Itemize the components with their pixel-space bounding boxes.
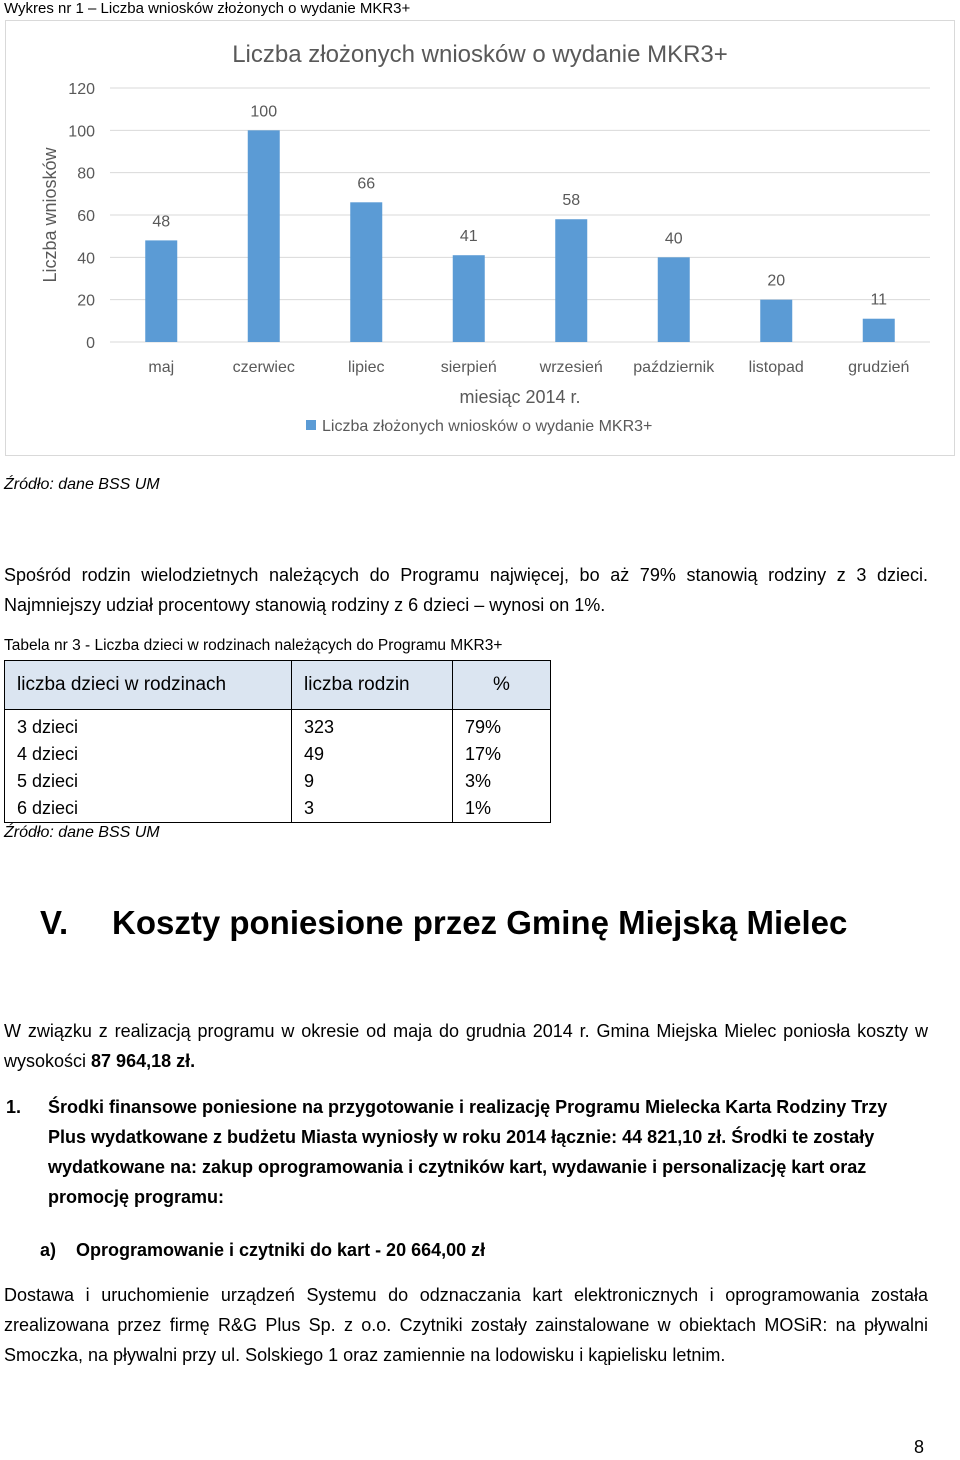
table-source-note: Źródło: dane BSS UM — [4, 824, 160, 841]
cell-families: 9 — [292, 768, 453, 795]
legend-swatch — [306, 420, 316, 430]
bar — [760, 300, 792, 342]
x-tick-label: maj — [148, 359, 175, 376]
costs-amount: 87 964,18 zł. — [91, 1051, 196, 1071]
header-percent: % — [453, 661, 551, 710]
x-tick-label: grudzień — [848, 359, 910, 376]
section-title: Koszty poniesione przez Gminę Miejską Mielec — [112, 904, 848, 941]
table-caption: Tabela nr 3 - Liczba dzieci w rodzinach należących do Programu MKR3+ — [4, 637, 503, 654]
bar — [555, 219, 587, 342]
data-label: 100 — [250, 103, 278, 121]
page-number: 8 — [913, 1437, 924, 1457]
figure-caption: Wykres nr 1 – Liczba wniosków złożonych o wydanie MKR3+ — [4, 0, 411, 17]
data-label: 20 — [767, 272, 786, 290]
chart-source-note: Źródło: dane BSS UM — [4, 476, 160, 493]
children-table — [4, 660, 551, 823]
cell-families: 3 — [292, 795, 453, 823]
x-tick-label: sierpień — [440, 359, 497, 376]
bar-chart — [0, 20, 960, 460]
table-row — [5, 710, 551, 742]
table-header-row — [5, 661, 551, 710]
x-tick-label: czerwiec — [232, 359, 295, 376]
y-tick-label: 20 — [77, 292, 95, 310]
header-children: liczba dzieci w rodzinach — [5, 661, 292, 710]
x-tick-label: wrzesień — [539, 359, 603, 376]
bar — [453, 255, 485, 342]
data-label: 66 — [357, 175, 376, 193]
legend-label: Liczba złożonych wniosków o wydanie MKR3+ — [322, 418, 653, 435]
cell-children: 4 dzieci — [5, 741, 292, 768]
x-tick-label: lipiec — [348, 359, 385, 376]
y-tick-label: 0 — [86, 335, 95, 352]
header-families: liczba rodzin — [292, 661, 453, 710]
y-tick-label: 40 — [77, 250, 95, 268]
paragraph-family-share: Spośród rodzin wielodzietnych należących do Programu najwięcej, bo aż 79% stanowią rodziny z 3 dzieci. Najmniejszy udział procentowy stanowią rodziny z 6 dzieci – wynosi on 1%. — [4, 565, 928, 615]
sub-item-a — [40, 1240, 485, 1261]
cell-percent: 79% — [453, 710, 551, 742]
table-row — [5, 741, 551, 768]
paragraph-delivery: Dostawa i uruchomienie urządzeń Systemu do odznaczania kart elektronicznych i oprogramowania została zrealizowana przez firmę R&G Plus Sp. z o.o. Czytniki zostały zainstalowane w obiektach MOSiR: na pływalni Smoczka, na pływalni przy ul. Solskiego 1 oraz zamiennie na lodowisku i kąpielisku letnim. — [4, 1285, 928, 1365]
data-label: 48 — [152, 213, 171, 231]
cell-percent: 17% — [453, 741, 551, 768]
bar — [863, 319, 895, 342]
sub-item-text: Oprogramowanie i czytniki do kart - 20 664,00 zł — [76, 1240, 486, 1260]
cell-children: 3 dzieci — [5, 710, 292, 742]
x-axis-label: miesiąc 2014 r. — [459, 387, 581, 407]
table-row — [5, 768, 551, 795]
chart-title: Liczba złożonych wniosków o wydanie MKR3+ — [232, 41, 728, 68]
x-tick-label: październik — [633, 359, 715, 376]
cell-children: 5 dzieci — [5, 768, 292, 795]
bar — [350, 202, 382, 342]
cell-children: 6 dzieci — [5, 795, 292, 823]
bar — [145, 240, 177, 342]
bar — [248, 130, 280, 342]
data-label: 40 — [664, 230, 683, 248]
x-tick-label: listopad — [748, 359, 804, 376]
section-heading — [40, 904, 847, 942]
data-label: 41 — [459, 228, 478, 246]
cell-families: 323 — [292, 710, 453, 742]
list-item-1 — [6, 1092, 926, 1212]
section-number: V. — [40, 904, 69, 941]
y-tick-label: 100 — [68, 123, 95, 141]
table-row — [5, 795, 551, 823]
costs-text: W związku z realizacją programu w okresie od maja do grudnia 2014 r. Gmina Miejska Mielec poniosła koszty w wysokości — [4, 1021, 928, 1071]
y-tick-label: 120 — [68, 81, 95, 98]
list-item-number: 1. — [6, 1097, 22, 1117]
y-axis-label: Liczba wniosków — [40, 147, 60, 283]
cell-percent: 1% — [453, 795, 551, 823]
y-tick-label: 60 — [77, 208, 95, 225]
data-label: 58 — [562, 192, 581, 210]
y-tick-label: 80 — [77, 165, 95, 183]
paragraph-costs — [4, 1016, 928, 1076]
list-item-text: Środki finansowe poniesione na przygotowanie i realizację Programu Mielecka Karta Rodziny Trzy Plus wydatkowane z budżetu Miasta wyniosły w roku 2014 łącznie: 44 821,10 zł. Środki te zostały wydatkowane na: zakup oprogramowania i czytników kart, wydawanie i personalizację kart oraz promocję programu: — [48, 1097, 888, 1207]
cell-percent: 3% — [453, 768, 551, 795]
data-label: 11 — [870, 291, 888, 309]
bar — [658, 257, 690, 342]
cell-families: 49 — [292, 741, 453, 768]
sub-item-label: a) — [40, 1240, 57, 1260]
